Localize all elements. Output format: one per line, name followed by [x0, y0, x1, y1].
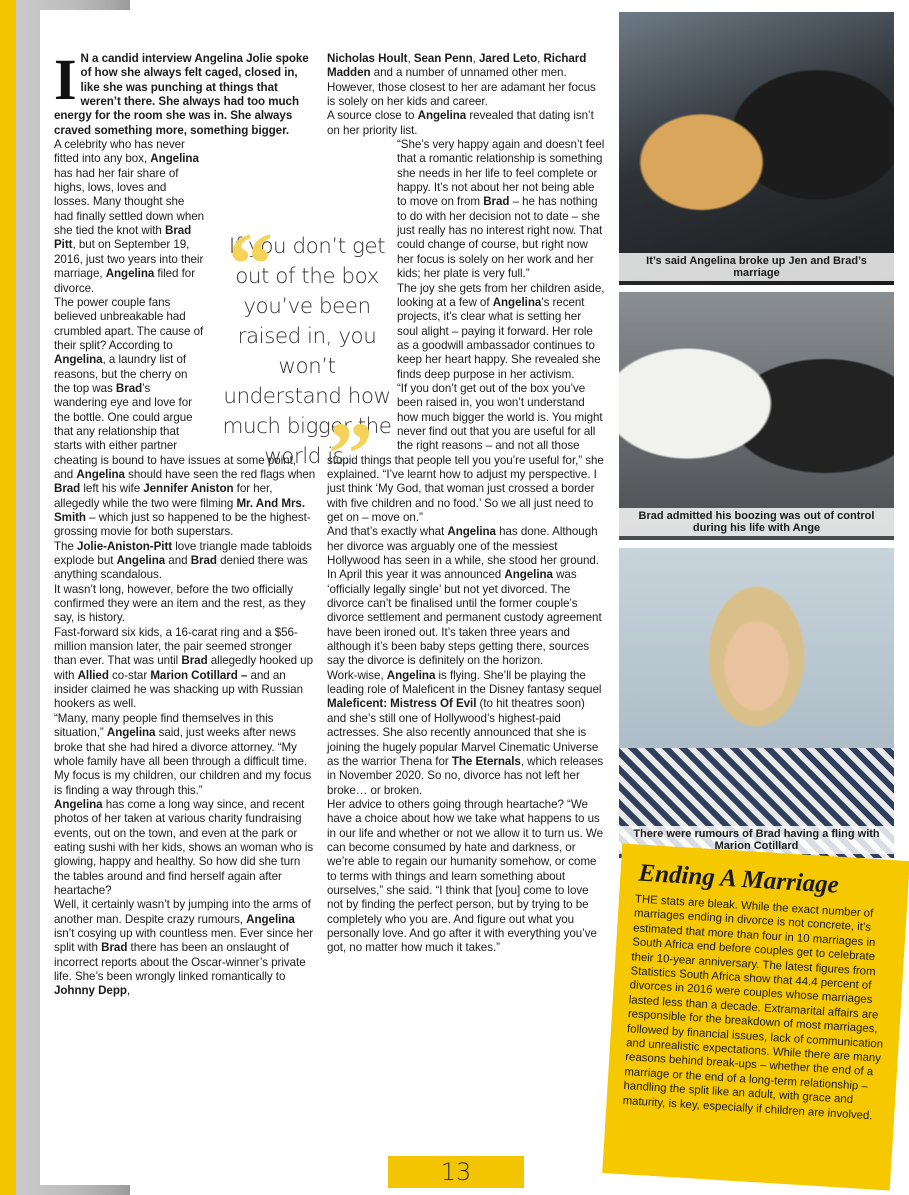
article-paragraph: The power couple fans believed unbreakable had crumbled apart. The cause of their split? According to Angelina, a laundry list of reasons, but the cherry on the top was Brad’s wandering eye and love for the bottle. One could argue that any relationship that starts with either partner cheating is bound to have issues at some point, and Angelina should have seen the red flags when Brad left his wife Jennifer Aniston for her, allegedly while the two were filming Mr. And Mrs. Smith – which just so happened to be the highest-grossing movie for both superstars.: [54, 295, 316, 539]
article-paragraph: The joy she gets from her children aside, looking at a few of Angelina’s recent projects, it’s clear what is setting her soul alight – paying it forward. Her role as a goodwill ambassador continues to keep her heart happy. She revealed she finds deep purpose in her activism.: [397, 281, 605, 381]
article-paragraph: Work-wise, Angelina is flying. She’ll be playing the leading role of Maleficent in the Disney fantasy sequel Maleficent: Mistress Of Evil (to hit theatres soon) and she’s still one of Hollywood’s highest-paid actresses. She also recently announced that she is joining the hugely popular Marvel Cinematic Universe as the warrior Thena for The Eternals, which releases in November 2020. So no, divorce has not left her broke… or broken.: [327, 668, 604, 797]
article-paragraph: And that’s exactly what Angelina has done. Although her divorce was arguably one of the messiest Hollywood has seen in a while, she stood her ground. In April this year it was announced Angelina was ‘officially legally single’ but not yet divorced. The divorce can’t be finalised until the former couple’s divorce settlement and permanent custody agreement have been ironed out. It’s taken three years and although it’s been baby steps getting there, sources say the divorce is definitely on the horizon.: [327, 525, 602, 668]
article-column-1: [54, 47, 316, 999]
article-paragraph: A celebrity who has never fitted into any box, Angelina has had her fair share of highs, lows, loves and losses. Many thought she had finally settled down when she tied the knot with Brad Pitt, but on September 19, 2016, just two years into their marriage, Angelina filed for divorce.: [54, 138, 205, 295]
close-quote-mark: ”: [328, 405, 373, 504]
article-paragraph: Her advice to others going through heartache? “We have a choice about how we take what happens to us in our life and whether or not we allow it to turn us. We can become consumed by hate and darkness, or we’re able to regain our humanity somehow, or come to terms with things and learn something about ourselves,” she said. “I think that [you] come to love not by finding the perfect person, but by trying to be completely who you are. And figure out what you personally love. And go after it with everything you’ve got, no matter how much it takes.”: [327, 797, 603, 955]
article-paragraph: Nicholas Hoult, Sean Penn, Jared Leto, Richard Madden and a number of unnamed other men. However, those closest to her are adamant her focus is solely on her kids and career.: [327, 52, 596, 109]
article-paragraph: “She’s very happy again and doesn’t feel that a romantic relationship is something she needs in her life to feel complete or happy. It’s not about her not being able to move on from Brad – he has nothing to do with her decision not to date – she just really has no interest right now. That could change of course, but right now her focus is solely on her work and her kids; her plate is very full.”: [397, 138, 605, 281]
sidebar-box: [602, 844, 909, 1191]
open-quote-mark: “: [228, 215, 273, 314]
article-paragraph: Angelina has come a long way since, and recent photos of her taken at various charity fundraising events, out on the town, and even at the park or eating sushi with her kids, shows an woman who is glowing, happy and healthy. So how did she turn the tables around and find herself again after heartache?: [54, 797, 314, 897]
photo-marion-cotillard: [619, 548, 894, 858]
article-lead: N a candid interview Angelina Jolie spoke of how she always felt caged, closed in, like she was punching at things that weren’t there. She always had too much energy for the room she was in. She always craved something more, something bigger.: [54, 52, 309, 137]
article-paragraph: The Jolie-Aniston-Pitt love triangle made tabloids explode but Angelina and Brad denied there was anything scandalous.: [54, 539, 312, 582]
article-paragraph: A source close to Angelina revealed that dating isn’t on her priority list.: [327, 109, 594, 137]
sidebar-text: THE stats are bleak. While the exact number of marriages ending in divorce is not concrete, it’s estimated that more than four in 10 marriages in South Africa end before couples get to celebrate their 10-year anniversary. The latest figures from Statistics South Africa show that 44.4 percent of divorces in 2016 were couples whose marriages lasted less than a decade. Extramarital affairs are responsible for the breakdown of most marriages, followed by financial issues, lack of communication and unrealistic expectations. While there are many reasons behind break-ups – whether the end of a marriage or the end of a long-term relationship – handling the split like an adult, with grace and maturity, is key, especially if children are involved.: [622, 893, 884, 1122]
article-paragraph: “Many, many people find themselves in this situation,” Angelina said, just weeks after news broke that she had hired a divorce attorney. “My whole family have all been through a difficult time. My focus is my children, our children and my focus is finding a way through this.”: [54, 711, 312, 797]
photo-caption: There were rumours of Brad having a fling with Marion Cotillard: [619, 826, 894, 854]
sidebar-title: Ending A Marriage: [637, 859, 840, 899]
article-paragraph: “If you don’t get out of the box you’ve been raised in, you won’t understand how much bigger the world is. You might never find out that you are useful for all the right reasons – and not all those stupid things that people tell you you’re useful for,” she explained. “I’ve learnt how to adjust my perspective. I just think ‘My God, that woman just crossed a border with five children and no food.’ So we all just need to get on – move on.”: [327, 381, 604, 524]
page-edge-stripe: [0, 0, 16, 1195]
pull-quote-text: If you don’t get out of the box you’ve been raised in, you won’t understand how much bigger the world is.: [222, 234, 392, 469]
photo-jen-brad: [619, 12, 894, 285]
article-paragraph: Well, it certainly wasn’t by jumping into the arms of another man. Despite crazy rumours, Angelina isn’t cosying up with countless men. Ever since her split with Brad there has been an onslaught of incorrect reports about the Oscar-winner’s private life. She’s been wrongly linked romantically to Johnny Depp,: [54, 898, 314, 998]
photo-caption: It’s said Angelina broke up Jen and Brad’s marriage: [619, 253, 894, 281]
photo-brad: [619, 292, 894, 540]
drop-cap: I: [54, 47, 77, 112]
article-paragraph: Fast-forward six kids, a 16-carat ring and a $56-million mansion later, the pair seemed stronger than ever. That was until Brad allegedly hooked up with Allied co-star Marion Cotillard – and an insider claimed he was shacking up with Russian hookers as well.: [54, 625, 313, 711]
article-paragraph: It wasn’t long, however, before the two officially confirmed they were an item and the rest, as they say, is history.: [54, 582, 306, 625]
photo-caption: Brad admitted his boozing was out of control during his life with Ange: [619, 508, 894, 536]
page-number: 13: [388, 1156, 524, 1188]
